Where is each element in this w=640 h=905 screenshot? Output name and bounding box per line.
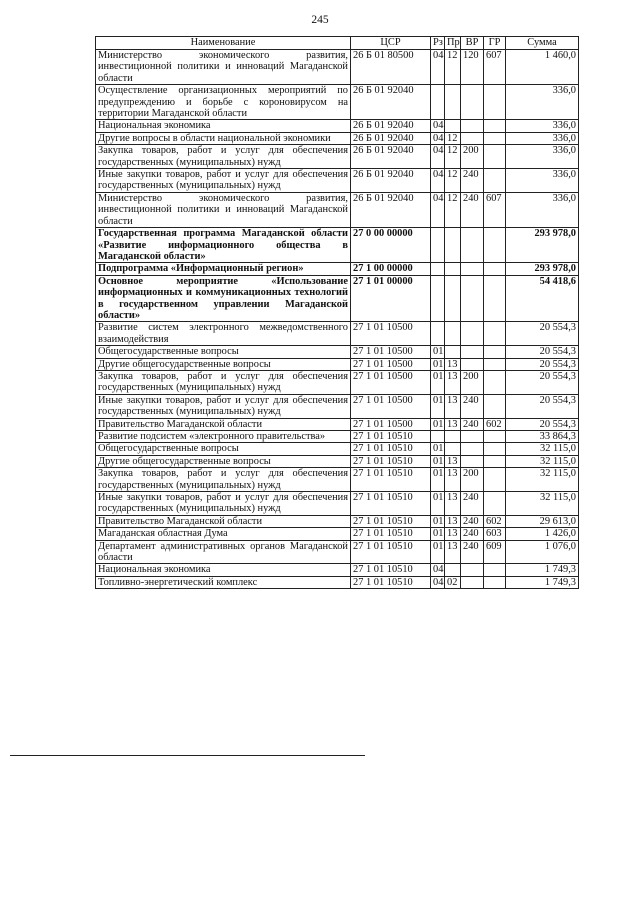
table-row <box>96 468 579 492</box>
row-pr-cell: 02 <box>445 576 461 588</box>
row-name-cell: Основное мероприятие «Использование информационных и коммуникационных технологий в государственном управлении Магаданской области» <box>96 275 351 322</box>
row-pr-cell <box>445 263 461 275</box>
row-pr-cell <box>445 564 461 576</box>
header-gr: ГР <box>484 37 506 50</box>
table-row <box>96 394 579 418</box>
row-rz-cell: 04 <box>431 132 445 144</box>
row-name-cell: Закупка товаров, работ и услуг для обеспечения государственных (муниципальных) нужд <box>96 370 351 394</box>
row-sum-cell: 336,0 <box>506 132 579 144</box>
row-vr-cell: 240 <box>461 540 484 564</box>
row-rz-cell: 01 <box>431 515 445 527</box>
row-vr-cell: 240 <box>461 492 484 516</box>
row-sum-cell: 293 978,0 <box>506 263 579 275</box>
row-csr-cell: 26 Б 01 80500 <box>351 50 431 85</box>
row-vr-cell: 200 <box>461 468 484 492</box>
table-row <box>96 515 579 527</box>
row-csr-cell: 27 1 00 00000 <box>351 263 431 275</box>
row-sum-cell: 1 749,3 <box>506 576 579 588</box>
row-pr-cell: 13 <box>445 468 461 492</box>
row-gr-cell <box>484 358 506 370</box>
row-csr-cell: 27 1 01 10500 <box>351 370 431 394</box>
header-pr: Пр <box>445 37 461 50</box>
row-name-cell: Общегосударственные вопросы <box>96 346 351 358</box>
row-vr-cell <box>461 346 484 358</box>
row-rz-cell: 04 <box>431 576 445 588</box>
row-gr-cell: 603 <box>484 528 506 540</box>
row-csr-cell: 27 0 00 00000 <box>351 228 431 263</box>
row-csr-cell: 27 1 01 10510 <box>351 468 431 492</box>
row-sum-cell: 336,0 <box>506 120 579 132</box>
row-sum-cell: 20 554,3 <box>506 346 579 358</box>
row-pr-cell <box>445 431 461 443</box>
row-vr-cell <box>461 120 484 132</box>
row-name-cell: Иные закупки товаров, работ и услуг для обеспечения государственных (муниципальных) нужд <box>96 169 351 193</box>
row-name-cell: Закупка товаров, работ и услуг для обеспечения государственных (муниципальных) нужд <box>96 468 351 492</box>
row-csr-cell: 27 1 01 10510 <box>351 540 431 564</box>
row-pr-cell: 13 <box>445 455 461 467</box>
row-csr-cell: 27 1 01 10500 <box>351 358 431 370</box>
row-name-cell: Правительство Магаданской области <box>96 515 351 527</box>
row-csr-cell: 27 1 01 10500 <box>351 322 431 346</box>
row-sum-cell: 20 554,3 <box>506 418 579 430</box>
row-vr-cell <box>461 455 484 467</box>
row-gr-cell <box>484 120 506 132</box>
row-pr-cell <box>445 85 461 120</box>
row-rz-cell: 04 <box>431 50 445 85</box>
row-sum-cell: 32 115,0 <box>506 455 579 467</box>
row-rz-cell <box>431 85 445 120</box>
row-rz-cell: 01 <box>431 418 445 430</box>
table-row <box>96 540 579 564</box>
row-name-cell: Государственная программа Магаданской области «Развитие информационного общества в Магаданской области» <box>96 228 351 263</box>
row-csr-cell: 27 1 01 10510 <box>351 564 431 576</box>
row-rz-cell: 01 <box>431 394 445 418</box>
table-row <box>96 418 579 430</box>
row-name-cell: Осуществление организационных мероприятий по предупреждению и борьбе с короновирусом на территории Магаданской области <box>96 85 351 120</box>
row-rz-cell: 04 <box>431 169 445 193</box>
row-gr-cell: 609 <box>484 540 506 564</box>
row-sum-cell: 336,0 <box>506 145 579 169</box>
row-name-cell: Магаданская областная Дума <box>96 528 351 540</box>
row-name-cell: Развитие подсистем «электронного правительства» <box>96 431 351 443</box>
row-vr-cell: 240 <box>461 528 484 540</box>
row-csr-cell: 26 Б 01 92040 <box>351 145 431 169</box>
row-name-cell: Министерство экономического развития, инвестиционной политики и инноваций Магаданской области <box>96 50 351 85</box>
row-name-cell: Общегосударственные вопросы <box>96 443 351 455</box>
table-row <box>96 576 579 588</box>
row-pr-cell <box>445 322 461 346</box>
row-pr-cell: 12 <box>445 50 461 85</box>
row-rz-cell: 01 <box>431 468 445 492</box>
row-gr-cell <box>484 394 506 418</box>
row-pr-cell: 13 <box>445 492 461 516</box>
header-sum: Сумма <box>506 37 579 50</box>
row-pr-cell: 13 <box>445 418 461 430</box>
row-gr-cell <box>484 169 506 193</box>
row-vr-cell <box>461 431 484 443</box>
row-rz-cell: 04 <box>431 192 445 227</box>
row-sum-cell: 1 426,0 <box>506 528 579 540</box>
row-pr-cell: 12 <box>445 169 461 193</box>
row-gr-cell: 607 <box>484 50 506 85</box>
row-pr-cell: 13 <box>445 528 461 540</box>
row-vr-cell: 120 <box>461 50 484 85</box>
row-gr-cell <box>484 455 506 467</box>
row-pr-cell: 13 <box>445 515 461 527</box>
row-sum-cell: 293 978,0 <box>506 228 579 263</box>
row-name-cell: Иные закупки товаров, работ и услуг для обеспечения государственных (муниципальных) нужд <box>96 394 351 418</box>
table-row <box>96 346 579 358</box>
row-pr-cell <box>445 346 461 358</box>
row-name-cell: Топливно-энергетический комплекс <box>96 576 351 588</box>
row-rz-cell <box>431 322 445 346</box>
row-sum-cell: 20 554,3 <box>506 322 579 346</box>
table-row <box>96 492 579 516</box>
row-sum-cell: 336,0 <box>506 85 579 120</box>
row-pr-cell: 12 <box>445 132 461 144</box>
row-vr-cell <box>461 564 484 576</box>
row-gr-cell: 602 <box>484 515 506 527</box>
table-row <box>96 431 579 443</box>
row-gr-cell <box>484 576 506 588</box>
row-gr-cell <box>484 431 506 443</box>
header-csr: ЦСР <box>351 37 431 50</box>
row-csr-cell: 27 1 01 10510 <box>351 455 431 467</box>
row-name-cell: Закупка товаров, работ и услуг для обеспечения государственных (муниципальных) нужд <box>96 145 351 169</box>
row-csr-cell: 27 1 01 10510 <box>351 492 431 516</box>
row-csr-cell: 27 1 01 00000 <box>351 275 431 322</box>
row-rz-cell <box>431 275 445 322</box>
row-rz-cell: 04 <box>431 120 445 132</box>
header-vr: ВР <box>461 37 484 50</box>
row-rz-cell <box>431 431 445 443</box>
row-gr-cell <box>484 346 506 358</box>
row-name-cell: Национальная экономика <box>96 120 351 132</box>
row-sum-cell: 32 115,0 <box>506 443 579 455</box>
row-name-cell: Иные закупки товаров, работ и услуг для обеспечения государственных (муниципальных) нужд <box>96 492 351 516</box>
row-vr-cell <box>461 85 484 120</box>
row-gr-cell <box>484 228 506 263</box>
row-rz-cell <box>431 228 445 263</box>
row-sum-cell: 32 115,0 <box>506 468 579 492</box>
row-name-cell: Другие общегосударственные вопросы <box>96 455 351 467</box>
row-sum-cell: 1 749,3 <box>506 564 579 576</box>
table-row <box>96 132 579 144</box>
row-csr-cell: 27 1 01 10500 <box>351 346 431 358</box>
row-pr-cell <box>445 275 461 322</box>
row-gr-cell <box>484 492 506 516</box>
row-gr-cell <box>484 145 506 169</box>
row-pr-cell: 13 <box>445 394 461 418</box>
row-name-cell: Другие общегосударственные вопросы <box>96 358 351 370</box>
header-rz: Рз <box>431 37 445 50</box>
row-rz-cell: 01 <box>431 492 445 516</box>
page-number: 245 <box>311 14 329 26</box>
row-rz-cell: 04 <box>431 564 445 576</box>
row-gr-cell <box>484 85 506 120</box>
row-name-cell: Правительство Магаданской области <box>96 418 351 430</box>
table-row <box>96 192 579 227</box>
row-vr-cell <box>461 443 484 455</box>
row-vr-cell: 240 <box>461 418 484 430</box>
row-vr-cell <box>461 275 484 322</box>
row-rz-cell: 01 <box>431 370 445 394</box>
row-gr-cell <box>484 443 506 455</box>
row-rz-cell: 01 <box>431 528 445 540</box>
row-sum-cell: 32 115,0 <box>506 492 579 516</box>
row-pr-cell <box>445 120 461 132</box>
row-vr-cell <box>461 132 484 144</box>
row-sum-cell: 29 613,0 <box>506 515 579 527</box>
row-pr-cell <box>445 443 461 455</box>
row-pr-cell: 12 <box>445 192 461 227</box>
table-row <box>96 145 579 169</box>
row-vr-cell: 200 <box>461 145 484 169</box>
row-gr-cell <box>484 468 506 492</box>
row-name-cell: Департамент административных органов Магаданской области <box>96 540 351 564</box>
row-sum-cell: 33 864,3 <box>506 431 579 443</box>
row-vr-cell <box>461 228 484 263</box>
table-row <box>96 455 579 467</box>
row-name-cell: Другие вопросы в области национальной экономики <box>96 132 351 144</box>
row-vr-cell <box>461 322 484 346</box>
row-rz-cell: 04 <box>431 145 445 169</box>
row-sum-cell: 20 554,3 <box>506 358 579 370</box>
row-vr-cell <box>461 263 484 275</box>
row-rz-cell: 01 <box>431 358 445 370</box>
table-row <box>96 275 579 322</box>
row-pr-cell: 13 <box>445 540 461 564</box>
row-csr-cell: 27 1 01 10510 <box>351 431 431 443</box>
table-row <box>96 370 579 394</box>
row-name-cell: Министерство экономического развития, инвестиционной политики и инноваций Магаданской области <box>96 192 351 227</box>
table-row <box>96 443 579 455</box>
row-vr-cell: 240 <box>461 515 484 527</box>
row-sum-cell: 336,0 <box>506 192 579 227</box>
row-rz-cell: 01 <box>431 455 445 467</box>
row-gr-cell <box>484 275 506 322</box>
table-row <box>96 50 579 85</box>
table-row <box>96 358 579 370</box>
table-row <box>96 228 579 263</box>
row-csr-cell: 27 1 01 10510 <box>351 515 431 527</box>
row-pr-cell: 12 <box>445 145 461 169</box>
row-rz-cell: 01 <box>431 346 445 358</box>
header-name: Наименование <box>96 37 351 50</box>
table-row <box>96 85 579 120</box>
table-row <box>96 322 579 346</box>
row-rz-cell: 01 <box>431 443 445 455</box>
row-name-cell: Развитие систем электронного межведомственного взаимодействия <box>96 322 351 346</box>
row-csr-cell: 27 1 01 10510 <box>351 576 431 588</box>
row-name-cell: Национальная экономика <box>96 564 351 576</box>
row-vr-cell <box>461 358 484 370</box>
row-csr-cell: 26 Б 01 92040 <box>351 85 431 120</box>
table-row <box>96 564 579 576</box>
row-gr-cell <box>484 132 506 144</box>
row-vr-cell: 240 <box>461 394 484 418</box>
row-csr-cell: 26 Б 01 92040 <box>351 169 431 193</box>
row-csr-cell: 27 1 01 10500 <box>351 418 431 430</box>
row-rz-cell: 01 <box>431 540 445 564</box>
footnote-divider <box>10 755 365 756</box>
table-row <box>96 528 579 540</box>
table-row <box>96 169 579 193</box>
row-vr-cell: 240 <box>461 192 484 227</box>
row-sum-cell: 336,0 <box>506 169 579 193</box>
row-vr-cell: 240 <box>461 169 484 193</box>
row-name-cell: Подпрограмма «Информационный регион» <box>96 263 351 275</box>
row-gr-cell <box>484 564 506 576</box>
row-sum-cell: 1 076,0 <box>506 540 579 564</box>
row-csr-cell: 26 Б 01 92040 <box>351 192 431 227</box>
row-rz-cell <box>431 263 445 275</box>
row-sum-cell: 20 554,3 <box>506 370 579 394</box>
row-pr-cell: 13 <box>445 370 461 394</box>
row-gr-cell <box>484 263 506 275</box>
row-sum-cell: 54 418,6 <box>506 275 579 322</box>
row-pr-cell <box>445 228 461 263</box>
row-csr-cell: 27 1 01 10500 <box>351 394 431 418</box>
row-vr-cell: 200 <box>461 370 484 394</box>
budget-table <box>95 36 579 589</box>
row-gr-cell: 607 <box>484 192 506 227</box>
row-gr-cell <box>484 370 506 394</box>
table-header-row <box>96 37 579 50</box>
row-vr-cell <box>461 576 484 588</box>
row-gr-cell: 602 <box>484 418 506 430</box>
row-csr-cell: 26 Б 01 92040 <box>351 132 431 144</box>
row-csr-cell: 27 1 01 10510 <box>351 528 431 540</box>
row-sum-cell: 20 554,3 <box>506 394 579 418</box>
row-sum-cell: 1 460,0 <box>506 50 579 85</box>
row-csr-cell: 26 Б 01 92040 <box>351 120 431 132</box>
table-row <box>96 263 579 275</box>
table-body <box>96 50 579 589</box>
row-csr-cell: 27 1 01 10510 <box>351 443 431 455</box>
row-pr-cell: 13 <box>445 358 461 370</box>
table-row <box>96 120 579 132</box>
row-gr-cell <box>484 322 506 346</box>
